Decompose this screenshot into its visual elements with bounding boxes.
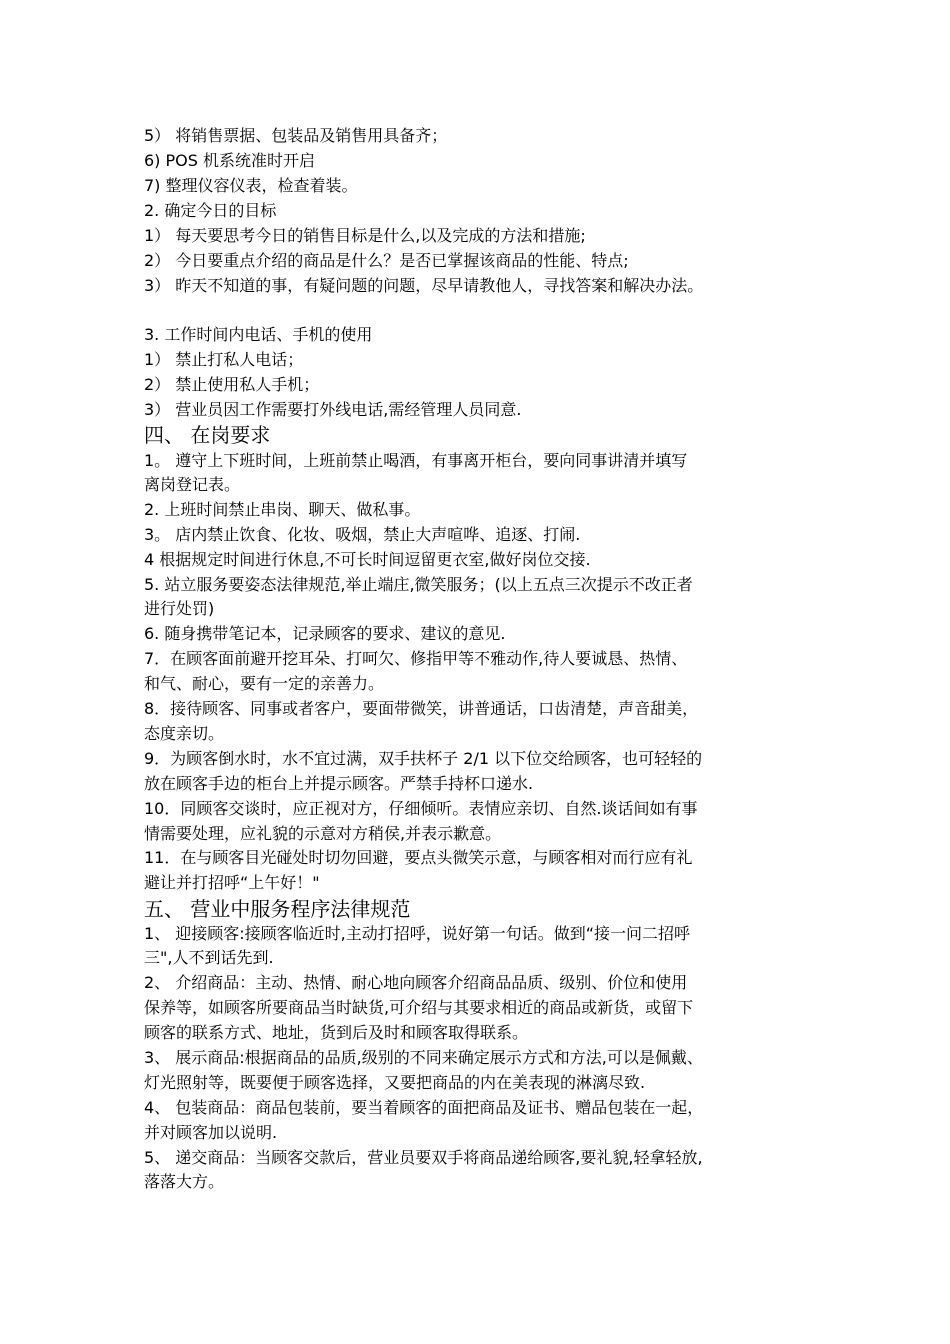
text-line: 1、 迎接顾客:接顾客临近时,主动打招呼，说好第一句话。做到“接一问二招呼 bbox=[144, 924, 691, 943]
text-line: 3） 营业员因工作需要打外线电话,需经管理人员同意. bbox=[144, 400, 522, 419]
text-line: 3、 展示商品:根据商品的品质,级别的不同来确定展示方式和方法,可以是佩戴、 bbox=[144, 1048, 703, 1067]
text-line: 10．同顾客交谈时，应正视对方，仔细倾听。表情应亲切、自然.谈话间如有事 bbox=[144, 799, 698, 818]
text-line: 3。 店内禁止饮食、化妆、吸烟，禁止大声喧哗、追逐、打闹. bbox=[144, 525, 581, 544]
text-line: 离岗登记表。 bbox=[144, 475, 241, 494]
text-line: 2、 介绍商品：主动、热情、耐心地向顾客介绍商品品质、级别、价位和使用 bbox=[144, 973, 688, 992]
text-line: 2） 禁止使用私人手机； bbox=[144, 375, 320, 394]
text-line: 7．在顾客面前避开挖耳朵、打呵欠、修指甲等不雅动作,待人要诚恳、热情、 bbox=[144, 649, 688, 668]
text-line: 灯光照射等，既要便于顾客选择，又要把商品的内在美表现的淋漓尽致. bbox=[144, 1073, 646, 1092]
text-line: 并对顾客加以说明. bbox=[144, 1123, 278, 1142]
text-line: 2. 上班时间禁止串岗、聊天、做私事。 bbox=[144, 500, 421, 519]
text-line: 5、 递交商品：当顾客交款后，营业员要双手将商品递给顾客,要礼貌,轻拿轻放, bbox=[144, 1148, 703, 1167]
text-line: 避让并打招呼“上午好！" bbox=[144, 873, 320, 892]
text-line: 1） 禁止打私人电话； bbox=[144, 350, 304, 369]
text-line: 2） 今日要重点介绍的商品是什么？是否已掌握该商品的性能、特点; bbox=[144, 251, 629, 270]
text-line: 11．在与顾客目光碰处时切勿回避，要点头微笑示意，与顾客相对而行应有礼 bbox=[144, 848, 693, 867]
text-line: 态度亲切。 bbox=[144, 724, 225, 743]
section-heading: 五、 营业中服务程序法律规范 bbox=[144, 897, 411, 921]
text-line: 5） 将销售票据、包装品及销售用具备齐； bbox=[144, 126, 448, 145]
text-line: 4、 包装商品：商品包装前，要当着顾客的面把商品及证书、赠品包装在一起， bbox=[144, 1098, 704, 1117]
text-line: 5. 站立服务要姿态法律规范,举止端庄,微笑服务；(以上五点三次提示不改正者 bbox=[144, 575, 693, 594]
text-line: 8．接待顾客、同事或者客户，要面带微笑，讲普通话，口齿清楚，声音甜美， bbox=[144, 699, 699, 718]
text-line: 6. 随身携带笔记本，记录顾客的要求、建议的意见. bbox=[144, 624, 506, 643]
text-line: 落落大方。 bbox=[144, 1172, 225, 1191]
text-line: 和气、耐心，要有一定的亲善力。 bbox=[144, 674, 385, 693]
text-line: 进行处罚) bbox=[144, 599, 215, 618]
section-subheading: 2. 确定今日的目标 bbox=[144, 201, 277, 220]
text-line: 6) POS 机系统准时开启 bbox=[144, 151, 315, 170]
text-line: 保养等，如顾客所要商品当时缺货,可介绍与其要求相近的商品或新货，或留下 bbox=[144, 998, 694, 1017]
text-line: 1。 遵守上下班时间，上班前禁止喝酒，有事离开柜台，要向同事讲清并填写 bbox=[144, 451, 688, 470]
text-line: 放在顾客手边的柜台上并提示顾客。严禁手持杯口递水. bbox=[144, 774, 534, 793]
text-line: 3） 昨天不知道的事，有疑问题的问题，尽早请教他人，寻找答案和解决办法。 bbox=[144, 276, 704, 295]
text-line: 7) 整理仪容仪表，检查着装。 bbox=[144, 176, 358, 195]
text-line: 三",人不到话先到. bbox=[144, 948, 274, 967]
section-subheading: 3. 工作时间内电话、手机的使用 bbox=[144, 325, 373, 344]
text-line: 顾客的联系方式、地址，货到后及时和顾客取得联系。 bbox=[144, 1023, 529, 1042]
text-line: 9．为顾客倒水时，水不宜过满，双手扶杯子 2/1 以下位交给顾客，也可轻轻的 bbox=[144, 749, 703, 768]
text-line: 4 根据规定时间进行休息,不可长时间逗留更衣室,做好岗位交接. bbox=[144, 550, 591, 569]
text-line: 1） 每天要思考今日的销售目标是什么,以及完成的方法和措施; bbox=[144, 226, 586, 245]
section-heading: 四、 在岗要求 bbox=[144, 423, 271, 447]
text-line: 情需要处理，应礼貌的示意对方稍侯,并表示歉意。 bbox=[144, 824, 502, 843]
